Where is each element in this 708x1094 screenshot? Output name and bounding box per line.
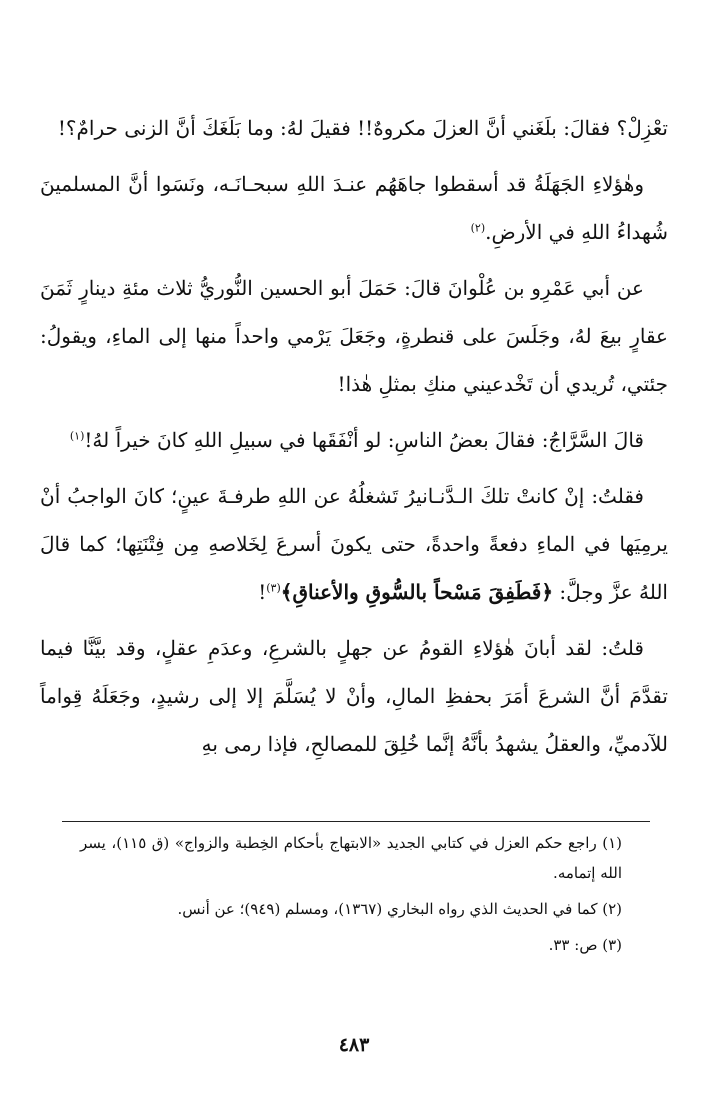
paragraph-4 [40, 416, 668, 464]
footnote-divider [62, 821, 650, 822]
paragraph-3-text: عن أبي عَمْرِو بن عُلْوانَ قالَ: حَمَلَ أبو الحسين النُّوريُّ ثلاث مئةِ دينارٍ ثَمَنَ عقارٍ بيعَ لهُ، وجَلَسَ على قنطرةٍ، وجَعَلَ يَرْمي واحداً منها إلى الماءِ، ويقولُ: جئتي، تُريدي أن تَخْدعيني منكِ بمثلِ هٰذا! [40, 276, 668, 396]
footnotes [80, 828, 622, 966]
paragraph-5-text: فقلتُ: إنْ كانتْ تلكَ الـدَّنـانيرُ تَشغلُهُ عن اللهِ طرفـةَ عينٍ؛ كانَ الواجبُ أنْ يرمِيَها في الماءِ دفعةً واحدةً، حتى يكونَ أسرعَ لِخَلاصهِ مِن فِتْنَتِها؛ كما قالَ اللهُ عزَّ وجلَّ: [40, 484, 668, 604]
quran-verse: ﴿فَطَفِقَ مَسْحاً بالسُّوقِ والأعناقِ﴾ [280, 580, 554, 604]
footnote-1: (١) راجع حكم العزل في كتابي الجديد «الابتهاج بأحكام الخِطبة والزواج» (ق ١١٥)، يسر الله إتمامه. [80, 834, 623, 882]
paragraph-2-text: وهٰؤلاءِ الجَهَلَةُ قد أسقطوا جاهَهُم عنـدَ اللهِ سبحـانَـه، ونَسَوا أنَّ المسلمينَ شُهداءُ اللهِ في الأرضِ. [40, 172, 668, 244]
paragraph-2 [40, 160, 668, 256]
footnote-3: (٣) ص: ٣٣. [548, 936, 622, 954]
paragraph-3 [40, 264, 668, 408]
footnote-ref-1: (١) [69, 429, 85, 443]
page-number: ٤٨٣ [338, 1034, 370, 1056]
main-text [40, 104, 668, 776]
paragraph-1-text: تعْزِلْ؟ فقالَ: بلَغَني أنَّ العزلَ مكروهٌ!! فقيلَ لهُ: وما بَلَغَكَ أنَّ الزنى حرامٌ؟! [57, 116, 668, 140]
footnote-2: (٢) كما في الحديث الذي رواه البخاري (١٣٦٧)، ومسلم (٩٤٩)؛ عن أنس. [177, 900, 622, 918]
paragraph-1 [40, 104, 668, 152]
paragraph-6 [40, 624, 668, 768]
verse-exclamation: ! [258, 580, 267, 604]
footnote-ref-2: (٢) [470, 221, 486, 235]
paragraph-4-text: قالَ السَّرَّاجُ: فقالَ بعضُ الناسِ: لو أنْفَقَها في سبيلِ اللهِ كانَ خيراً لهُ! [84, 428, 644, 452]
paragraph-5 [40, 472, 668, 616]
paragraph-6-text: قلتُ: لقد أبانَ هٰؤلاءِ القومُ عن جهلٍ بالشرعِ، وعدَمِ عقلٍ، وقد بيَّنَّا فيما تقدَّمَ أنَّ الشرعَ أمَرَ بحفظِ المالِ، وأنْ لا يُسَلَّمَ إلا إلى رشيدٍ، وجَعَلَهُ قِواماً للآدميِّ، والعقلُ يشهدُ بأنَّهُ إنَّما خُلِقَ للمصالحِ، فإذا رمى بهِ [40, 636, 668, 756]
footnote-ref-3: (٣) [266, 581, 281, 595]
